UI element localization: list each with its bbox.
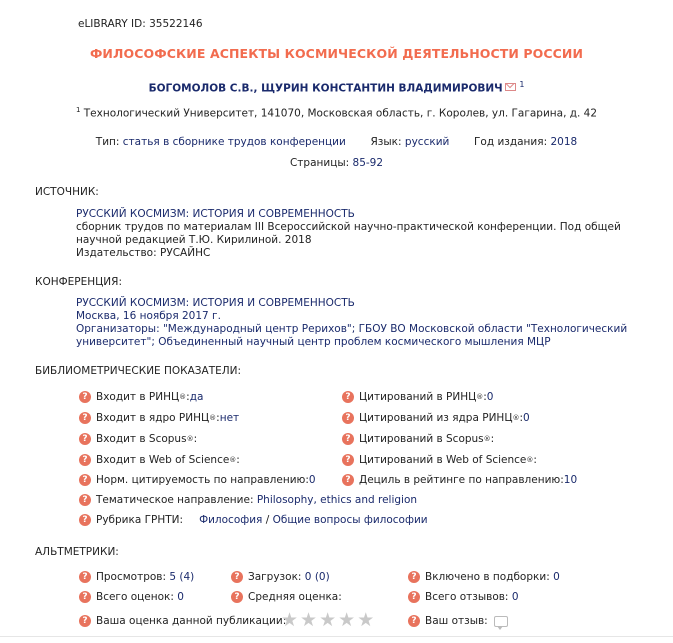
- publication-meta: [0, 136, 673, 148]
- question-icon[interactable]: ?: [79, 514, 91, 526]
- affiliation: [0, 106, 673, 120]
- metric-citations-core: ? Цитирований из ядра РИНЦ ® : 0: [342, 412, 530, 424]
- question-icon[interactable]: ?: [342, 391, 354, 403]
- alt-your-rating: ? Ваша оценка данной публикации:: [79, 615, 286, 627]
- question-icon[interactable]: ?: [79, 412, 91, 424]
- page-title: ФИЛОСОФСКИЕ АСПЕКТЫ КОСМИЧЕСКОЙ ДЕЯТЕЛЬНОСТИ РОССИИ: [89, 46, 584, 61]
- question-icon[interactable]: ?: [231, 591, 243, 603]
- alt-ratings: ? Всего оценок: 0: [79, 591, 184, 603]
- year-value: 2018: [550, 136, 578, 148]
- conference-heading: КОНФЕРЕНЦИЯ:: [35, 276, 122, 288]
- question-icon[interactable]: ?: [79, 615, 91, 627]
- metric-scopus: ? Входит в Scopus ® :: [79, 433, 197, 445]
- question-icon[interactable]: ?: [79, 391, 91, 403]
- year-label: Год издания:: [474, 136, 548, 148]
- alt-average: ? Средняя оценка:: [231, 591, 342, 603]
- mail-icon[interactable]: [505, 83, 516, 91]
- bottom-divider: [0, 636, 673, 637]
- type-label: Тип:: [95, 136, 120, 148]
- question-icon[interactable]: ?: [408, 615, 420, 627]
- metric-wos: ? Входит в Web of Science ® :: [79, 454, 240, 466]
- star-icon[interactable]: ★: [281, 609, 301, 631]
- metric-decile: ? Дециль в рейтинге по направлению : 10: [342, 474, 577, 486]
- conference-date: Москва, 16 ноября 2017 г.: [76, 310, 221, 322]
- question-icon[interactable]: ?: [79, 433, 91, 445]
- authors: [0, 80, 673, 95]
- metric-rinc-core: ? Входит в ядро РИНЦ ® : нет: [79, 412, 239, 424]
- source-publisher: Издательство: РУСАЙНС: [76, 247, 211, 259]
- question-icon[interactable]: ?: [79, 591, 91, 603]
- metric-citations-wos: ? Цитирований в Web of Science ® :: [342, 454, 537, 466]
- star-icon[interactable]: ★: [300, 609, 320, 631]
- question-icon[interactable]: ?: [79, 571, 91, 583]
- alt-heading: АЛЬТМЕТРИКИ:: [35, 546, 119, 558]
- question-icon[interactable]: ?: [408, 591, 420, 603]
- question-icon[interactable]: ?: [342, 412, 354, 424]
- metric-norm-citation: ? Норм. цитируемость по направлению : 0: [79, 474, 316, 486]
- source-link[interactable]: РУССКИЙ КОСМИЗМ: ИСТОРИЯ И СОВРЕМЕННОСТЬ: [76, 208, 355, 220]
- source-desc-1: сборник трудов по материалам III Всероссийской научно-практической конференции. Под общей: [76, 221, 621, 233]
- question-icon[interactable]: ?: [231, 571, 243, 583]
- question-icon[interactable]: ?: [79, 474, 91, 486]
- conference-organizers-1: Организаторы: "Международный центр Рерихов"; ГБОУ ВО Московской области "Технологический: [76, 323, 628, 335]
- metric-grnti: ? Рубрика ГРНТИ: Философия / Общие вопросы философии: [79, 514, 428, 526]
- pages: [0, 157, 673, 169]
- question-icon[interactable]: ?: [408, 571, 420, 583]
- conference-name-link[interactable]: РУССКИЙ КОСМИЗМ: ИСТОРИЯ И СОВРЕМЕННОСТЬ: [76, 297, 355, 309]
- alt-downloads: ? Загрузок: 0 (0): [231, 571, 330, 583]
- pages-label: Страницы:: [289, 157, 350, 169]
- metric-citations-scopus: ? Цитирований в Scopus ® :: [342, 433, 494, 445]
- affiliation-ref: 1: [75, 106, 81, 114]
- theme-link[interactable]: Philosophy, ethics and religion: [256, 494, 418, 506]
- alt-your-review: ? Ваш отзыв:: [408, 615, 508, 627]
- conference-organizers-2: университет"; Объединенный научный центр проблем космического мышления МЦР: [76, 336, 551, 348]
- metric-theme: ? Тематическое направление: Philosophy, ethics and religion: [79, 494, 417, 506]
- alt-collections: ? Включено в подборки: 0: [408, 571, 560, 583]
- star-icon[interactable]: ★: [338, 609, 358, 631]
- grnti-link-2[interactable]: Общие вопросы философии: [272, 514, 428, 526]
- lang-value: русский: [404, 136, 450, 148]
- affiliation-text: Технологический Университет, 141070, Московская область, г. Королев, ул. Гагарина, д. 42: [83, 107, 598, 120]
- star-icon[interactable]: ★: [319, 609, 339, 631]
- biblio-heading: БИБЛИОМЕТРИЧЕСКИЕ ПОКАЗАТЕЛИ:: [35, 365, 242, 377]
- alt-views: ? Просмотров: 5 (4): [79, 571, 194, 583]
- alt-reviews: ? Всего отзывов: 0: [408, 591, 519, 603]
- question-icon[interactable]: ?: [79, 494, 91, 506]
- question-icon[interactable]: ?: [79, 454, 91, 466]
- pages-value: 85-92: [352, 157, 384, 169]
- question-icon[interactable]: ?: [342, 474, 354, 486]
- elibrary-id: eLIBRARY ID: 35522146: [78, 18, 203, 30]
- source-desc-2: научной редакцией Т.Ю. Кирилиной. 2018: [76, 234, 312, 246]
- star-icon[interactable]: ★: [357, 609, 377, 631]
- author-affiliation-ref: 1: [519, 80, 525, 89]
- question-icon[interactable]: ?: [342, 454, 354, 466]
- rating-stars: [281, 609, 376, 631]
- grnti-link-1[interactable]: Философия: [199, 514, 263, 526]
- metric-citations-rinc: ? Цитирований в РИНЦ ® : 0: [342, 391, 493, 403]
- question-icon[interactable]: ?: [342, 433, 354, 445]
- comment-icon[interactable]: [494, 616, 508, 627]
- authors-link[interactable]: БОГОМОЛОВ С.В., ЩУРИН КОНСТАНТИН ВЛАДИМИРОВИЧ: [148, 82, 503, 95]
- source-heading: ИСТОЧНИК:: [35, 186, 99, 198]
- metric-rinc: ? Входит в РИНЦ ® : да: [79, 391, 203, 403]
- type-value: статья в сборнике трудов конференции: [122, 136, 346, 148]
- lang-label: Язык:: [370, 136, 402, 148]
